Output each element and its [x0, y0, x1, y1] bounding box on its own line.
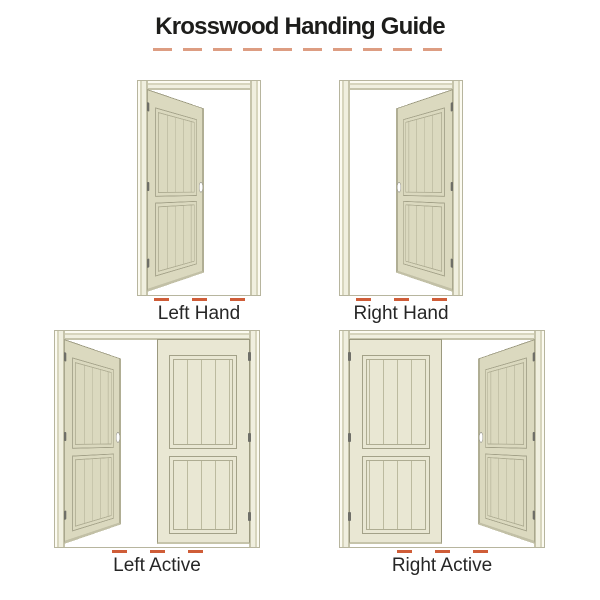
door-panel-bottom [169, 456, 237, 534]
door-panel-bottom [362, 456, 430, 534]
door-panel-bottom [403, 201, 445, 277]
panel-planks [173, 359, 233, 445]
diagram-label: Left Active [113, 555, 201, 576]
door-knob [397, 181, 401, 192]
label-dash-row [112, 550, 203, 553]
door-panel-bottom [155, 201, 197, 277]
frame-jamb-right [250, 81, 260, 295]
label-dash [356, 298, 371, 301]
door-hinge [348, 512, 351, 521]
door-panel-bottom [72, 454, 114, 532]
door-hinge [248, 512, 251, 521]
label-dash [397, 550, 412, 553]
right-active-illustration [339, 330, 545, 548]
panel-planks [75, 362, 112, 445]
label-dash [432, 298, 447, 301]
diagram-label: Left Hand [157, 303, 241, 324]
closed-door-leaf [349, 339, 442, 544]
door-panel-top [169, 355, 237, 449]
panel-planks [487, 457, 524, 527]
label-dash [188, 550, 203, 553]
door-hinge [533, 352, 535, 362]
door-hinge [451, 182, 453, 191]
page-title: Krosswood Handing Guide [155, 13, 445, 40]
door-knob [116, 432, 120, 443]
frame-lintel [340, 81, 462, 90]
door-panel-bottom [485, 454, 527, 532]
frame-jamb-right [340, 81, 350, 295]
door-hinge [451, 259, 453, 269]
right-hand-diagram [339, 80, 463, 323]
open-door-leaf [64, 339, 121, 544]
door-panel-top [155, 107, 197, 196]
closed-door-leaf [157, 339, 250, 544]
label-dash-row [154, 298, 245, 301]
panel-planks [405, 204, 442, 271]
door-hinge [248, 433, 251, 442]
door-hinge [147, 182, 149, 191]
label-dash [394, 298, 409, 301]
door-panel-top [362, 355, 430, 449]
label-dash [154, 298, 169, 301]
left-active-diagram [54, 330, 260, 575]
door-hinge [64, 352, 66, 362]
door-panel-top [485, 357, 527, 448]
diagram-label: Right Active [391, 555, 493, 576]
label-dash-row [356, 298, 447, 301]
door-hinge [533, 510, 535, 520]
diagram-label: Right Hand [353, 303, 449, 324]
title-underline [153, 48, 447, 51]
label-dash [112, 550, 127, 553]
right-active-diagram [339, 330, 545, 575]
frame-jamb-left [534, 331, 544, 547]
panel-planks [487, 362, 524, 445]
door-hinge [451, 102, 453, 112]
panel-planks [405, 112, 442, 193]
label-dash [435, 550, 450, 553]
open-door-leaf [478, 339, 535, 544]
frame-jamb-left [452, 81, 462, 295]
panel-planks [173, 460, 233, 530]
open-door-leaf [396, 89, 453, 292]
door-panel-top [403, 107, 445, 196]
label-dash [192, 298, 207, 301]
door-hinge [348, 433, 351, 442]
label-dash-row [397, 550, 488, 553]
door-hinge [147, 102, 149, 112]
door-hinge [64, 510, 66, 520]
open-door-leaf [147, 89, 204, 292]
door-knob [199, 181, 203, 192]
door-knob [479, 432, 483, 443]
right-hand-illustration [339, 80, 463, 296]
left-active-illustration [54, 330, 260, 548]
label-dash [230, 298, 245, 301]
left-hand-illustration [137, 80, 261, 296]
frame-lintel [138, 81, 260, 90]
panel-planks [75, 457, 112, 527]
left-hand-diagram [137, 80, 261, 323]
door-hinge [348, 352, 351, 361]
door-hinge [533, 432, 535, 441]
door-hinge [248, 352, 251, 361]
door-panel-top [72, 357, 114, 448]
door-hinge [147, 259, 149, 269]
panel-planks [158, 204, 195, 271]
label-dash [473, 550, 488, 553]
panel-planks [366, 359, 426, 445]
panel-planks [158, 112, 195, 193]
label-dash [150, 550, 165, 553]
panel-planks [366, 460, 426, 530]
door-hinge [64, 432, 66, 441]
